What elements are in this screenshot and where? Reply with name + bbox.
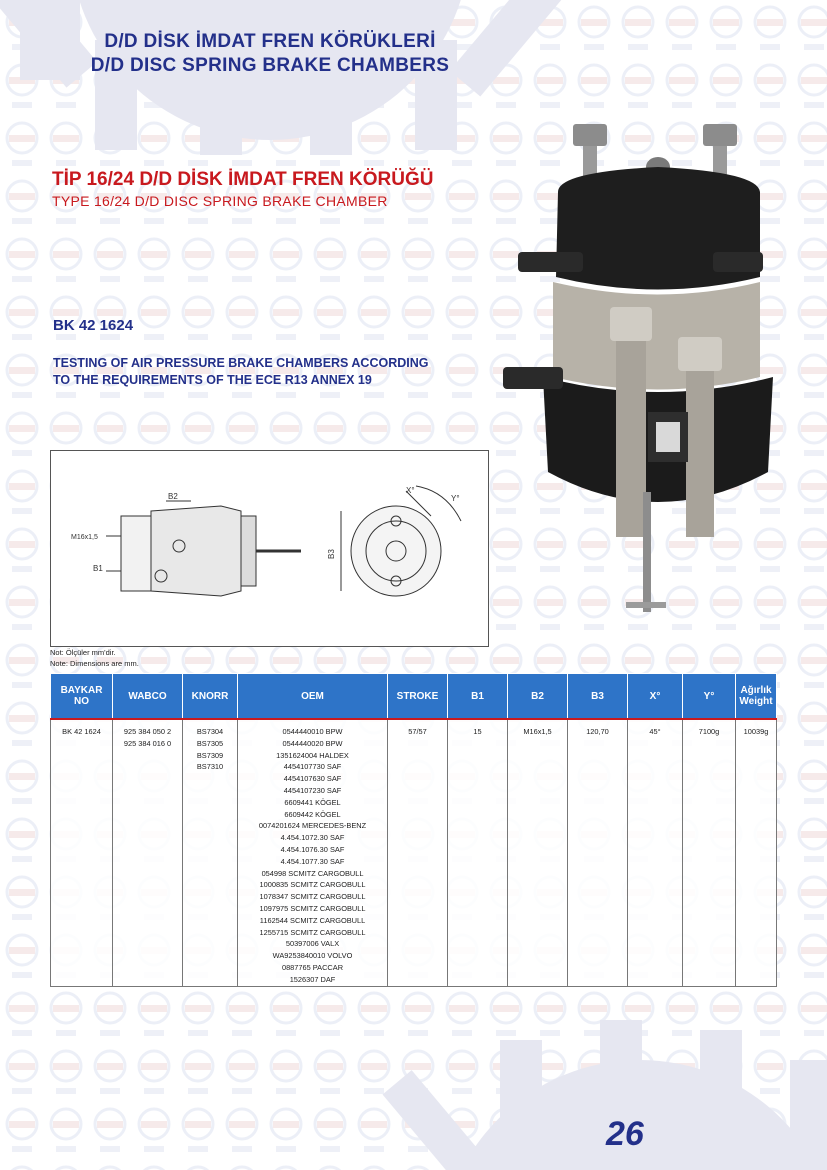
diagram-label-b2: B2	[168, 492, 178, 501]
oem-item: 1000835 SCMITZ CARGOBULL	[259, 880, 366, 890]
col-baykar: BAYKAR NO	[51, 674, 113, 720]
col-stroke: STROKE	[388, 674, 448, 720]
testing-line-2: TO THE REQUIREMENTS OF THE ECE R13 ANNEX 19	[53, 373, 372, 387]
diagram-label-b3: B3	[327, 549, 336, 559]
testing-note	[53, 355, 483, 389]
table-header-row	[51, 674, 777, 720]
cell-knorr-1: BS7304	[196, 727, 224, 736]
table-row	[51, 719, 777, 986]
oem-item: WA9253840010 VOLVO	[272, 951, 353, 961]
testing-line-1: TESTING OF AIR PRESSURE BRAKE CHAMBERS ACCORDING	[53, 356, 429, 370]
oem-item: 50397006 VALX	[285, 939, 340, 949]
cell-b2: M16x1,5	[508, 719, 568, 986]
cell-knorr-4: BS7310	[196, 762, 224, 772]
oem-item: 6609442 KÖGEL	[284, 809, 341, 819]
col-b1: B1	[448, 674, 508, 720]
oem-item: 4454107230 SAF	[283, 785, 342, 795]
cell-knorr-3: BS7309	[196, 750, 224, 760]
col-weight-tr: Ağırlık	[740, 685, 772, 696]
oem-item: 1351624004 HALDEX	[276, 750, 349, 760]
cell-knorr	[183, 719, 238, 986]
oem-item: 1097975 SCMITZ CARGOBULL	[259, 903, 366, 913]
cell-x: 45°	[628, 719, 683, 986]
technical-diagram	[50, 450, 489, 647]
col-y: Y°	[683, 674, 736, 720]
oem-item: 0544440020 BPW	[282, 738, 343, 748]
oem-item: 1526307 DAF	[289, 974, 336, 984]
header-title-tr: D/D DİSK İMDAT FREN KÖRÜKLERİ	[104, 31, 436, 52]
cell-wabco	[113, 719, 183, 986]
oem-item: 0074201624 MERCEDES-BENZ	[258, 821, 367, 831]
oem-item: 4.454.1076.30 SAF	[280, 844, 345, 854]
col-weight	[736, 674, 777, 720]
col-weight-en: Weight	[739, 696, 773, 707]
oem-item: 054998 SCMITZ CARGOBULL	[261, 868, 364, 878]
oem-item: 1078347 SCMITZ CARGOBULL	[259, 892, 366, 902]
oem-item: 6609441 KÖGEL	[284, 797, 341, 807]
note-tr: Not: Ölçüler mm'dir.	[50, 648, 116, 657]
oem-item: 1162544 SCMITZ CARGOBULL	[259, 915, 366, 925]
brake-chamber-photo	[498, 112, 778, 622]
cell-b1: 15	[448, 719, 508, 986]
product-title-tr: TİP 16/24 D/D DİSK İMDAT FREN KÖRÜĞÜ	[52, 169, 434, 190]
col-oem: OEM	[238, 674, 388, 720]
cell-knorr-2: BS7305	[196, 738, 224, 748]
cell-y: 7100g	[683, 719, 736, 986]
cell-stroke: 57/57	[388, 719, 448, 986]
diagram-drawing	[51, 451, 488, 646]
product-title-en: TYPE 16/24 D/D DISC SPRING BRAKE CHAMBER	[52, 193, 388, 209]
oem-item: 4.454.1077.30 SAF	[280, 856, 345, 866]
diagram-label-b1: B1	[93, 564, 103, 573]
cell-wabco-2: 925 384 016 0	[123, 738, 172, 748]
note-en: Note: Dimensions are mm.	[50, 659, 139, 668]
oem-item: 4454107630 SAF	[283, 774, 342, 784]
product-code: BK 42 1624	[53, 317, 134, 334]
col-wabco: WABCO	[113, 674, 183, 720]
col-b2: B2	[508, 674, 568, 720]
oem-item: 4.454.1072.30 SAF	[280, 833, 345, 843]
diagram-label-m: M16x1,5	[71, 534, 98, 541]
cell-weight: 10039g	[736, 719, 777, 986]
cell-b3: 120,70	[568, 719, 628, 986]
oem-item: 4454107730 SAF	[283, 762, 342, 772]
header-title-en: D/D DISC SPRING BRAKE CHAMBERS	[90, 55, 450, 76]
oem-item: 0887765 PACCAR	[281, 962, 344, 972]
cell-baykar: BK 42 1624	[51, 719, 113, 986]
col-b3: B3	[568, 674, 628, 720]
spec-table	[50, 673, 777, 987]
col-x: X°	[628, 674, 683, 720]
diagram-label-x: X°	[406, 486, 415, 495]
oem-item: 1255715 SCMITZ CARGOBULL	[259, 927, 366, 937]
cell-oem	[238, 719, 388, 986]
page-header	[0, 30, 540, 78]
col-knorr: KNORR	[183, 674, 238, 720]
page-number: 26	[606, 1115, 644, 1153]
cell-wabco-1: 925 384 050 2	[123, 727, 172, 736]
oem-item: 0544440010 BPW	[282, 727, 343, 736]
diagram-label-y: Y°	[451, 494, 460, 503]
